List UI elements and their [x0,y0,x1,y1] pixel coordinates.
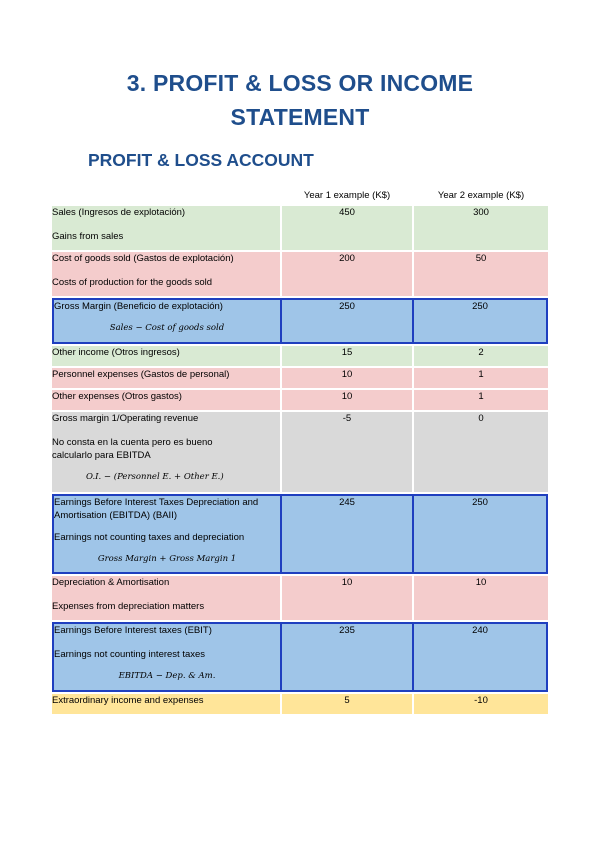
row-label: Personnel expenses (Gastos de personal) [52,368,280,388]
row-formula: O.I. − (Personnel E. + Other E.) [86,472,224,482]
row-label: Sales (Ingresos de explotación) [52,207,186,218]
row-formula: Gross Margin + Gross Margin 1 [97,554,237,564]
row-description [52,206,280,250]
row-label: Gross margin 1/Operating revenue [52,413,199,424]
page-title: 3. PROFIT & LOSS OR INCOME STATEMENT [126,70,474,130]
year1-value: -5 [280,412,414,492]
column-header-year2: Year 2 example (K$) [414,186,548,204]
year2-value: 10 [414,576,548,620]
table-row-extraordinary [52,694,548,714]
row-description [52,252,280,296]
year1-value: 10 [280,390,414,410]
table-row-cost-of-goods-sold [52,252,548,296]
row-description [52,412,280,492]
row-label: Other expenses (Otros gastos) [52,390,280,410]
year1-value: 15 [280,346,414,366]
year1-value: 235 [280,622,414,692]
year1-value: 10 [280,368,414,388]
row-label: Gross Margin (Beneficio de explotación) [54,301,223,312]
year1-value: 450 [280,206,414,250]
year1-value: 200 [280,252,414,296]
year2-value: -10 [414,694,548,714]
row-label: Earnings Before Interest Taxes Depreciation and Amortisation (EBITDA) (BAII) [54,497,259,521]
table-header-row [52,186,548,204]
row-note: Expenses from depreciation matters [52,601,205,612]
year2-value: 250 [414,494,548,574]
row-note: Earnings not counting interest taxes [54,649,206,660]
year1-value: 245 [280,494,414,574]
header-blank [52,186,280,204]
profit-loss-table [52,184,548,716]
year1-value: 5 [280,694,414,714]
year2-value: 250 [414,298,548,344]
table-row-other-income [52,346,548,366]
row-label: Extraordinary income and expenses [52,694,280,714]
table-row-gross-margin-1 [52,412,548,492]
table-row-ebitda [52,494,548,574]
year2-value: 0 [414,412,548,492]
table-row-sales [52,206,548,250]
row-description [52,576,280,620]
row-label: Cost of goods sold (Gastos de explotación) [52,253,234,264]
row-description [52,622,280,692]
table-row-gross-margin [52,298,548,344]
table-row-personnel-expenses [52,368,548,388]
year2-value: 50 [414,252,548,296]
year1-value: 10 [280,576,414,620]
row-label: Depreciation & Amortisation [52,577,170,588]
row-note: Costs of production for the goods sold [52,277,213,288]
column-header-year1: Year 1 example (K$) [280,186,414,204]
table-row-other-expenses [52,390,548,410]
year2-value: 300 [414,206,548,250]
row-note: Gains from sales [52,231,124,242]
year2-value: 1 [414,368,548,388]
row-description [52,298,280,344]
year2-value: 240 [414,622,548,692]
row-note: Earnings not counting taxes and depreciation [54,532,245,543]
table-row-ebit [52,622,548,692]
row-formula: Sales − Cost of goods sold [109,323,225,333]
row-description [52,494,280,574]
row-label: Other income (Otros ingresos) [52,346,280,366]
year1-value: 250 [280,298,414,344]
table-row-depreciation [52,576,548,620]
section-title: PROFIT & LOSS ACCOUNT [88,150,314,170]
row-label: Earnings Before Interest taxes (EBIT) [54,625,212,636]
year2-value: 1 [414,390,548,410]
year2-value: 2 [414,346,548,366]
row-formula: EBITDA − Dep. & Am. [118,671,216,681]
row-note: No consta en la cuenta pero es bueno calcularlo para EBITDA [52,437,213,461]
